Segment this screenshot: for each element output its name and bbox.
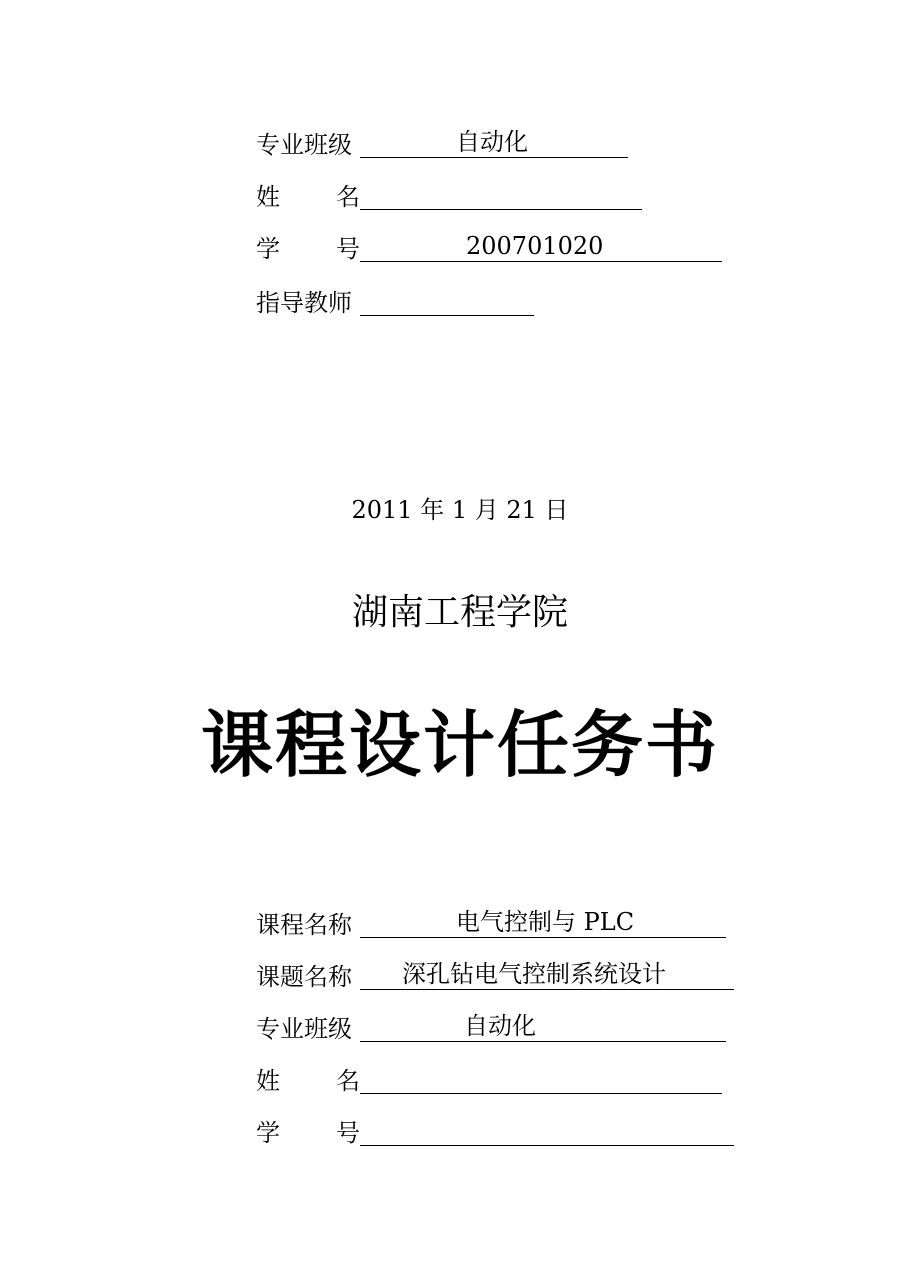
top-student-id-label — [256, 232, 360, 266]
bottom-student-id-label-1: 学 — [256, 1119, 280, 1147]
bottom-course-name-value: 电气控制与 PLC — [456, 908, 635, 936]
bottom-major-class-line — [360, 1011, 726, 1042]
top-name-label — [256, 180, 360, 214]
document-date: 2011 年 1 月 21 日 — [351, 496, 569, 524]
bottom-topic-name-label: 课题名称 — [256, 963, 352, 991]
bottom-student-id-label-2: 号 — [336, 1119, 360, 1147]
bottom-topic-name-line — [360, 959, 734, 990]
bottom-major-class-value: 自动化 — [464, 1012, 536, 1040]
bottom-course-name-row — [256, 908, 726, 942]
top-major-class-line — [360, 127, 628, 158]
bottom-name-label-1: 姓 — [256, 1067, 280, 1095]
bottom-course-name-label: 课程名称 — [256, 911, 352, 939]
top-name-label-2: 名 — [336, 183, 360, 211]
bottom-topic-name-row — [256, 960, 734, 994]
bottom-major-class-label: 专业班级 — [256, 1015, 352, 1043]
document-title: 课程设计任务书 — [200, 703, 719, 787]
top-student-id-label-1: 学 — [256, 235, 280, 263]
bottom-student-id-row — [256, 1116, 734, 1150]
top-student-id-value: 200701020 — [466, 232, 604, 260]
bottom-name-label — [256, 1064, 360, 1098]
top-student-id-label-2: 号 — [336, 235, 360, 263]
bottom-topic-name-value: 深孔钻电气控制系统设计 — [402, 960, 666, 988]
top-major-class-row — [256, 128, 628, 162]
bottom-student-id-label — [256, 1116, 360, 1150]
top-major-class-label: 专业班级 — [256, 131, 352, 159]
top-name-label-1: 姓 — [256, 183, 280, 211]
top-student-id-row — [256, 232, 722, 266]
top-name-row — [256, 180, 642, 214]
top-advisor-label: 指导教师 — [256, 289, 352, 317]
bottom-student-id-line — [360, 1115, 734, 1146]
top-advisor-line — [360, 285, 534, 316]
bottom-major-class-row — [256, 1012, 726, 1046]
bottom-course-name-line — [360, 907, 726, 938]
top-major-class-value: 自动化 — [456, 128, 528, 156]
top-advisor-row — [256, 286, 534, 320]
top-student-id-line — [360, 231, 722, 262]
top-name-line — [360, 179, 642, 210]
bottom-name-line — [360, 1063, 722, 1094]
bottom-name-label-2: 名 — [336, 1067, 360, 1095]
bottom-name-row — [256, 1064, 722, 1098]
school-name: 湖南工程学院 — [351, 592, 568, 633]
